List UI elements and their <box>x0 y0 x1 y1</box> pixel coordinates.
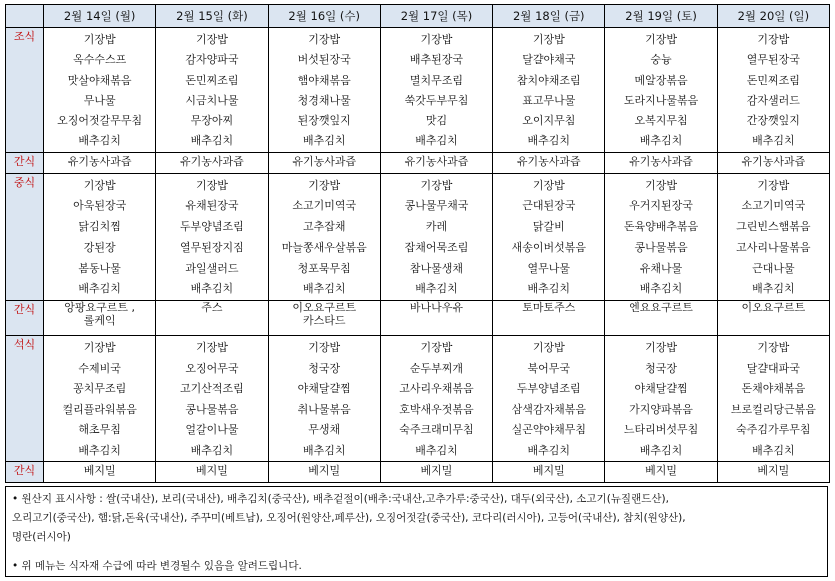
menu-cell <box>44 173 156 300</box>
menu-item: 배추김치 <box>415 134 458 148</box>
menu-cell <box>268 173 380 300</box>
menu-item: 돈민찌조림 <box>185 73 239 87</box>
menu-cell <box>156 335 268 462</box>
menu-cell <box>156 28 268 153</box>
menu-item: 배추김치 <box>190 134 234 148</box>
menu-item: 호박새우젓볶음 <box>399 402 474 416</box>
header-row <box>6 5 830 28</box>
menu-item: 기장밥 <box>83 178 116 192</box>
menu-item: 배추김치 <box>190 443 234 457</box>
menu-item: 기장밥 <box>308 340 341 354</box>
menu-item: 이오요구르트 <box>292 300 357 314</box>
menu-item: 돈육양배추볶음 <box>623 220 699 234</box>
menu-cell <box>156 173 268 300</box>
menu-item: 기장밥 <box>420 178 453 192</box>
menu-item: 실곤약야채무침 <box>511 423 586 437</box>
menu-cell: 베지밀 <box>156 462 268 483</box>
menu-item: 기장밥 <box>83 340 116 354</box>
menu-item: 소고기미역국 <box>741 199 806 213</box>
menu-item: 배추김치 <box>752 282 795 296</box>
menu-item: 과일샐러드 <box>185 261 239 275</box>
menu-cell: 유기농사과즙 <box>493 152 605 173</box>
menu-cell <box>268 300 380 335</box>
day-header: 2월 15일 (화) <box>156 5 268 28</box>
menu-item: 우거지된장국 <box>629 199 693 213</box>
menu-cell <box>380 28 492 153</box>
menu-cell: 베지밀 <box>493 462 605 483</box>
menu-item: 숙주크래미무침 <box>399 423 474 437</box>
menu-item: 앙팡요구르트 , <box>64 300 136 314</box>
snack-row-3 <box>6 462 830 483</box>
menu-cell <box>156 300 268 335</box>
notes-box <box>5 486 828 577</box>
menu-item: 기장밥 <box>532 33 565 46</box>
origin-note-line-2: 오리고기(중국산), 햄:닭,돈육(국내산), 주꾸미(베트남), 오징어(원양산,페루산), 오징어젓갈(중국산), 코다리(러시아), 고등어(국내산), 참치(원양산), <box>12 512 686 524</box>
menu-cell <box>268 28 380 153</box>
menu-item: 기장밥 <box>645 340 677 354</box>
menu-item: 기장밥 <box>645 178 677 192</box>
menu-item: 배추김치 <box>527 134 571 148</box>
menu-item: 감자양파국 <box>185 53 239 67</box>
menu-item: 주스 <box>201 300 223 314</box>
menu-item: 배추김치 <box>415 282 458 296</box>
menu-item: 컬리플라워볶음 <box>62 402 137 416</box>
menu-item: 열무된장국 <box>746 53 800 67</box>
menu-item: 배추김치 <box>527 282 571 296</box>
menu-item: 맛살야채볶음 <box>67 73 132 87</box>
menu-cell: 베지밀 <box>605 462 717 483</box>
lunch-row <box>6 173 830 300</box>
meal-label-snack-1: 간식 <box>6 152 44 173</box>
menu-item: 꽁치무조림 <box>73 382 127 396</box>
origin-note-line-1: • 원산지 표시사항 : 쌀(국내산), 보리(국내산), 배추김치(중국산), 배추겉절이(배추:국내산,고추가루:중국산), 대두(외국산), 소고기(뉴질랜드산), <box>12 493 669 505</box>
menu-item: 맛김 <box>425 114 448 128</box>
menu-item: 배추김치 <box>190 282 234 296</box>
menu-cell: 유기농사과즙 <box>605 152 717 173</box>
menu-cell <box>44 300 156 335</box>
menu-item: 토마토주스 <box>522 300 576 314</box>
menu-item: 배추김치 <box>78 443 121 457</box>
menu-item: 숙주김가루무침 <box>736 423 811 437</box>
menu-item: 두부양념조림 <box>180 220 244 234</box>
menu-item: 근대나물 <box>752 261 795 275</box>
menu-item: 숭늉 <box>650 53 672 67</box>
day-header: 2월 19일 (토) <box>605 5 717 28</box>
menu-item: 배추김치 <box>639 134 683 148</box>
menu-item: 메알장볶음 <box>634 73 688 87</box>
menu-item: 고사리나물볶음 <box>736 240 811 254</box>
menu-item: 참나물생채 <box>409 261 464 275</box>
breakfast-row <box>6 28 830 153</box>
menu-item: 오복지무침 <box>634 114 688 128</box>
menu-item: 취나물볶음 <box>297 402 351 416</box>
menu-cell <box>44 28 156 153</box>
menu-item: 콩나물볶음 <box>634 240 688 254</box>
menu-cell: 유기농사과즙 <box>268 152 380 173</box>
menu-item: 배추김치 <box>302 282 346 296</box>
menu-item: 해초무침 <box>78 423 121 437</box>
menu-item: 기장밥 <box>195 33 228 46</box>
menu-item: 롤케익 <box>83 313 116 327</box>
menu-item: 돈채야채볶음 <box>741 382 806 396</box>
menu-cell: 유기농사과즙 <box>380 152 492 173</box>
menu-item: 달걀야채국 <box>522 53 576 67</box>
menu-cell <box>717 28 829 153</box>
menu-cell <box>493 28 605 153</box>
menu-cell <box>268 335 380 462</box>
menu-item: 그린빈스햄볶음 <box>736 220 811 234</box>
menu-item: 달걀대파국 <box>746 361 800 375</box>
menu-item: 느타리버섯무침 <box>623 423 699 437</box>
menu-item: 배추김치 <box>639 282 683 296</box>
menu-item: 가지양파볶음 <box>629 402 693 416</box>
menu-item: 카스타드 <box>302 313 346 327</box>
menu-item: 간장깻잎지 <box>746 114 800 128</box>
menu-item: 기장밥 <box>83 33 116 46</box>
menu-item: 고사리우채볶음 <box>399 382 474 396</box>
menu-item: 옥수수스프 <box>73 53 127 67</box>
menu-item: 소고기미역국 <box>292 199 357 213</box>
menu-item: 멸치무조림 <box>409 73 464 87</box>
menu-item: 기장밥 <box>195 178 228 192</box>
menu-cell <box>380 300 492 335</box>
meal-label-dinner: 석식 <box>6 335 44 462</box>
day-header: 2월 20일 (일) <box>717 5 829 28</box>
menu-item: 돈민찌조림 <box>746 73 800 87</box>
menu-item: 콩나물볶음 <box>185 402 239 416</box>
menu-item: 시금치나물 <box>185 93 239 107</box>
menu-item: 마늘쫑새우살볶음 <box>281 240 367 254</box>
menu-item: 배추김치 <box>78 282 121 296</box>
menu-item: 기장밥 <box>308 33 341 46</box>
menu-item: 두부양념조림 <box>516 382 581 396</box>
menu-item: 청포묵무침 <box>297 261 351 275</box>
menu-item: 기장밥 <box>757 340 790 354</box>
menu-item: 배추김치 <box>78 134 121 148</box>
menu-cell: 유기농사과즙 <box>717 152 829 173</box>
menu-cell <box>380 335 492 462</box>
dinner-row <box>6 335 830 462</box>
menu-item: 야채달걀찜 <box>297 382 351 396</box>
weekly-menu-table <box>5 4 830 483</box>
meal-label-snack-2: 간식 <box>6 300 44 335</box>
menu-item: 청경채나물 <box>297 93 351 107</box>
menu-item: 유채된장국 <box>185 199 239 213</box>
menu-cell: 베지밀 <box>380 462 492 483</box>
menu-item: 강된장 <box>83 240 116 254</box>
meal-label-lunch: 중식 <box>6 173 44 300</box>
menu-item: 카레 <box>425 220 448 234</box>
menu-item: 무생채 <box>308 423 341 437</box>
menu-item: 된장깻잎지 <box>297 114 351 128</box>
menu-item: 버섯된장국 <box>297 53 351 67</box>
menu-item: 오이지무침 <box>522 114 576 128</box>
menu-item: 기장밥 <box>757 33 790 46</box>
menu-item: 감자샐러드 <box>746 93 800 107</box>
menu-cell <box>605 28 717 153</box>
menu-item: 배추김치 <box>639 443 683 457</box>
menu-cell <box>605 300 717 335</box>
menu-item: 닭갈비 <box>532 220 565 234</box>
menu-item: 삼색감자채볶음 <box>511 402 586 416</box>
menu-cell <box>380 173 492 300</box>
snack-row-1 <box>6 152 830 173</box>
meal-label-snack-3: 간식 <box>6 462 44 483</box>
menu-item: 청국장 <box>308 361 341 375</box>
menu-item: 기장밥 <box>420 340 453 354</box>
menu-item: 배추김치 <box>527 443 571 457</box>
meal-label-breakfast: 조식 <box>6 28 44 153</box>
menu-cell: 유기농사과즙 <box>44 152 156 173</box>
menu-item: 기장밥 <box>757 178 790 192</box>
menu-cell <box>717 300 829 335</box>
menu-item: 아욱된장국 <box>73 199 127 213</box>
menu-cell <box>605 173 717 300</box>
menu-item: 오징어무국 <box>185 361 239 375</box>
menu-item: 기장밥 <box>308 178 341 192</box>
menu-item: 얼갈이나물 <box>185 423 239 437</box>
menu-item: 순두부찌개 <box>409 361 464 375</box>
menu-item: 바나나우유 <box>409 300 464 314</box>
menu-cell <box>717 173 829 300</box>
menu-item: 열무된장지짐 <box>180 240 244 254</box>
menu-cell <box>605 335 717 462</box>
menu-item: 도라지나물볶음 <box>623 93 699 107</box>
day-header: 2월 16일 (수) <box>268 5 380 28</box>
menu-item: 표고무나물 <box>522 93 576 107</box>
day-header: 2월 18일 (금) <box>493 5 605 28</box>
menu-item: 기장밥 <box>195 340 228 354</box>
menu-item: 배추김치 <box>302 134 346 148</box>
menu-item: 배추김치 <box>752 134 795 148</box>
menu-item: 콩나물무채국 <box>404 199 469 213</box>
menu-item: 이오요구르트 <box>741 300 806 314</box>
menu-cell <box>717 335 829 462</box>
day-header: 2월 17일 (목) <box>380 5 492 28</box>
menu-item: 기장밥 <box>420 33 453 46</box>
menu-item: 북어무국 <box>527 361 571 375</box>
menu-item: 참치야채조림 <box>516 73 581 87</box>
menu-item: 배추김치 <box>752 443 795 457</box>
menu-item: 오징어젓갈무무침 <box>57 114 143 128</box>
menu-item: 브로컬리당근볶음 <box>730 402 816 416</box>
menu-item: 무나물 <box>83 93 116 107</box>
menu-item: 닭김치찜 <box>78 220 121 234</box>
menu-item: 새송이버섯볶음 <box>511 240 586 254</box>
menu-item: 쑥갓두부무침 <box>404 93 469 107</box>
menu-cell: 베지밀 <box>717 462 829 483</box>
menu-item: 고추잡채 <box>302 220 346 234</box>
menu-item: 수제비국 <box>78 361 121 375</box>
menu-item: 청국장 <box>645 361 677 375</box>
menu-item: 배추된장국 <box>409 53 464 67</box>
menu-cell: 베지밀 <box>44 462 156 483</box>
menu-cell <box>493 173 605 300</box>
menu-cell: 베지밀 <box>268 462 380 483</box>
menu-item: 근대된장국 <box>522 199 576 213</box>
menu-cell <box>493 300 605 335</box>
header-corner <box>6 5 44 28</box>
menu-item: 기장밥 <box>645 33 677 46</box>
origin-note-line-3: 명란(러시아) <box>12 531 71 543</box>
menu-item: 고기산적조림 <box>180 382 244 396</box>
menu-item: 유채나물 <box>639 261 683 275</box>
menu-item: 배추김치 <box>415 443 458 457</box>
change-notice: • 위 메뉴는 식자재 수급에 따라 변경될수 있음을 알려드립니다. <box>12 560 302 572</box>
menu-item: 배추김치 <box>302 443 346 457</box>
menu-item: 햄야채볶음 <box>297 73 351 87</box>
menu-cell: 유기농사과즙 <box>156 152 268 173</box>
menu-item: 열무나물 <box>527 261 571 275</box>
menu-cell <box>493 335 605 462</box>
day-header: 2월 14일 (월) <box>44 5 156 28</box>
menu-item: 야채달걀찜 <box>634 382 688 396</box>
menu-item: 기장밥 <box>532 178 565 192</box>
menu-item: 봄동나물 <box>78 261 121 275</box>
menu-item: 무장아찌 <box>190 114 234 128</box>
menu-item: 엔요요구르트 <box>629 300 693 314</box>
snack-row-2 <box>6 300 830 335</box>
menu-cell <box>44 335 156 462</box>
menu-item: 기장밥 <box>532 340 565 354</box>
menu-item: 잡채어묵조림 <box>404 240 469 254</box>
